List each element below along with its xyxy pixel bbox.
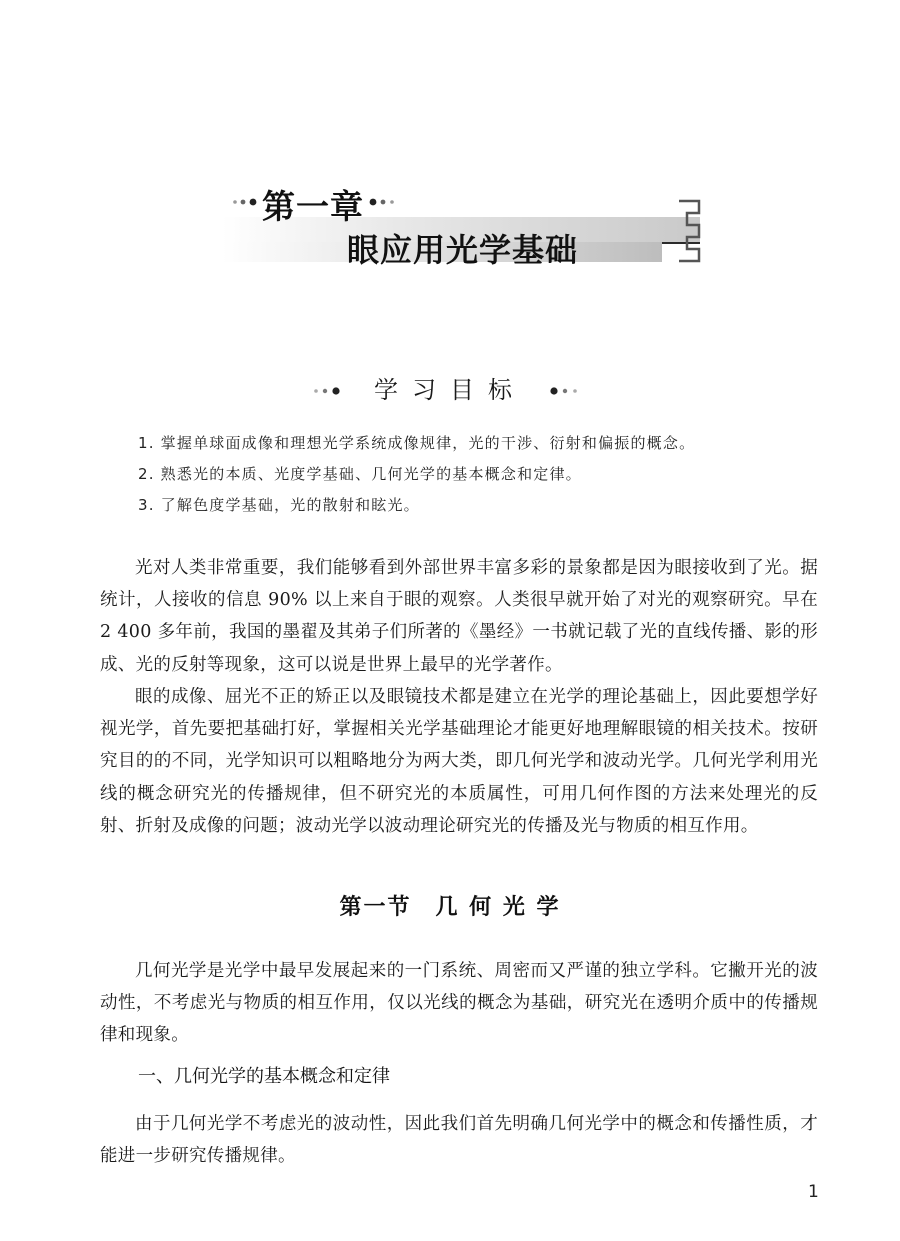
objectives-heading (0, 370, 900, 405)
intro-paragraph: 光对人类非常重要，我们能够看到外部世界丰富多彩的景象都是因为眼接收到了光。据统计，人接收的信息 90% 以上来自于眼的观察。人类很早就开始了对光的观察研究。早在 2 400 多年前，我国的墨翟及其弟子们所著的《墨经》一书就记载了光的直线传播、影的形成、光的反射等现象，这可以说是世界上最早的光学著作。 (100, 558, 818, 675)
objectives-heading-text: 学习目标 (374, 376, 526, 404)
page-number: 1 (808, 1182, 819, 1202)
decorative-dots-left (312, 385, 352, 397)
objective-item: 3. 了解色度学基础，光的散射和眩光。 (138, 496, 420, 514)
banner-hook-ornament (677, 199, 703, 263)
section-paragraph: 几何光学是光学中最早发展起来的一门系统、周密而又严谨的独立学科。它撇开光的波动性，不考虑光与物质的相互作用，仅以光线的概念为基础，研究光在透明介质中的传播规律和现象。 (100, 961, 818, 1046)
decorative-dots-right (548, 385, 588, 397)
section-title: 第一节 几 何 光 学 (339, 894, 561, 920)
chapter-title: 眼应用光学基础 (347, 231, 579, 269)
chapter-number: 第一章 (262, 187, 364, 226)
decorative-dots-right (368, 197, 400, 207)
decorative-dots-left (232, 197, 260, 207)
objective-item: 1. 掌握单球面成像和理想光学系统成像规律，光的干涉、衍射和偏振的概念。 (138, 434, 696, 452)
objectives-list (138, 428, 838, 521)
chapter-banner (222, 175, 700, 272)
subsection-title: 一、几何光学的基本概念和定律 (138, 1066, 390, 1087)
intro-paragraph: 眼的成像、屈光不正的矫正以及眼镜技术都是建立在光学的理论基础上，因此要想学好视光学，首先要把基础打好，掌握相关光学基础理论才能更好地理解眼镜的相关技术。按研究目的的不同，光学知识可以粗略地分为两大类，即几何光学和波动光学。几何光学利用光线的概念研究光的传播规律，但不研究光的本质属性，可用几何作图的方法来处理光的反射、折射及成像的问题；波动光学以波动理论研究光的传播及光与物质的相互作用。 (100, 687, 818, 836)
subsection-paragraph: 由于几何光学不考虑光的波动性，因此我们首先明确几何光学中的概念和传播性质，才能进一步研究传播规律。 (100, 1114, 818, 1167)
objective-item: 2. 熟悉光的本质、光度学基础、几何光学的基本概念和定律。 (138, 465, 582, 483)
